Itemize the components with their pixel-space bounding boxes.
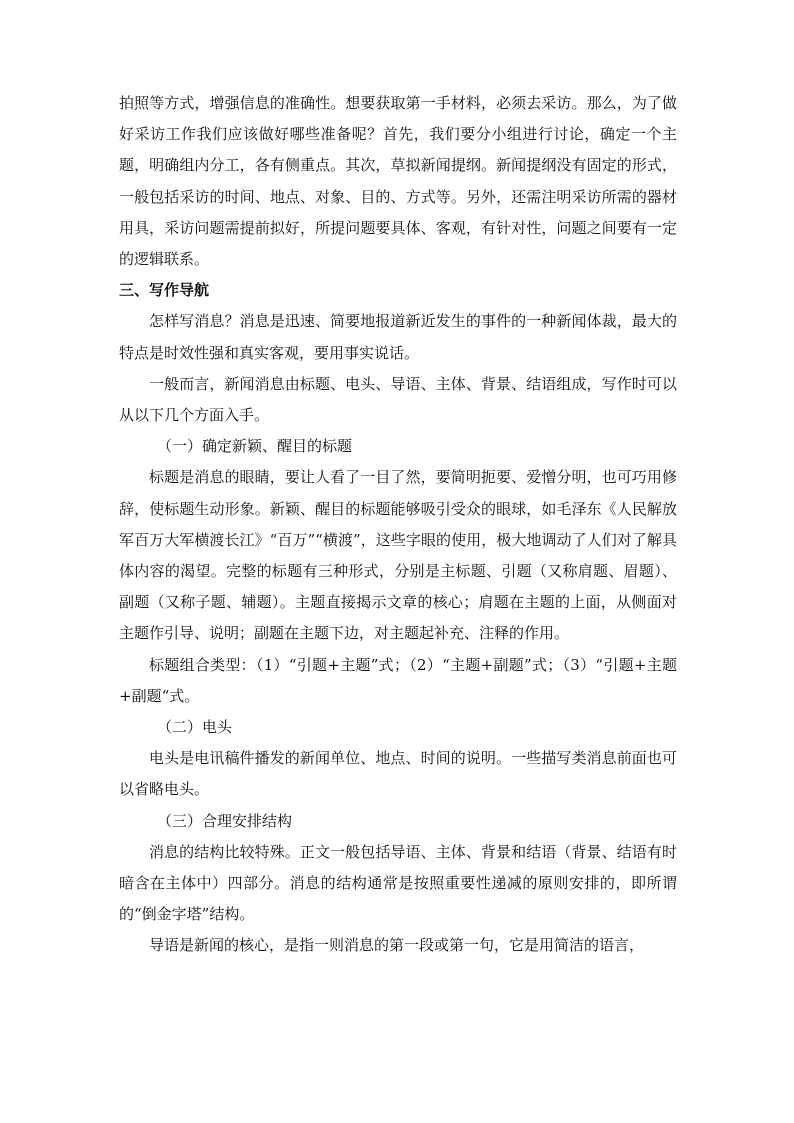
document-body	[119, 88, 677, 962]
paragraph-title-explanation: 标题是消息的眼睛，要让人看了一目了然，要简明扼要、爱憎分明，也可巧用修辞，使标题生动形象。新颖、醒目的标题能够吸引受众的眼球，如毛泽东《人民解放军百万大军横渡长江》“百万”“横渡”，这些字眼的使用，极大地调动了人们对了解具体内容的渴望。完整的标题有三种形式，分别是主标题、引题（又称肩题、眉题）、副题（又称子题、辅题）。主题直接揭示文章的核心；肩题在主题的上面，从侧面对主题作引导、说明；副题在主题下边，对主题起补充、注释的作用。	[119, 468, 677, 643]
paragraph-structure-explanation: 消息的结构比较特殊。正文一般包括导语、主体、背景和结语（背景、结语有时暗含在主体中）四部分。消息的结构通常是按照重要性递减的原则安排的，即所谓的“倒金字塔”结构。	[119, 842, 677, 924]
subheading-dateline: （二）电头	[157, 718, 233, 737]
paragraph-dateline-explanation: 电头是电讯稿件播发的新闻单位、地点、时间的说明。一些描写类消息前面也可以省略电头。	[119, 749, 677, 799]
paragraph-title-combinations: 标题组合类型：（1）“引题+主题”式；（2）“主题+副题”式；（3）“引题+主题+副题“式。	[119, 655, 677, 705]
paragraph-interview-preparation: 拍照等方式，增强信息的准确性。想要获取第一手材料，必须去采访。那么，为了做好采访工作我们应该做好哪些准备呢？首先，我们要分小组进行讨论，确定一个主题，明确组内分工，各有侧重点。其次，草拟新闻提纲。新闻提纲没有固定的形式，一般包括采访的时间、地点、对象、目的、方式等。另外，还需注明采访所需的器材用具，采访问题需提前拟好，所提问题要具体、客观，有针对性，问题之间要有一定的逻辑联系。	[119, 94, 677, 269]
section-heading-writing-guide: 三、写作导航	[119, 281, 210, 300]
subheading-title: （一）确定新颖、醒目的标题	[157, 437, 353, 456]
paragraph-news-components: 一般而言，新闻消息由标题、电头、导语、主体、背景、结语组成，写作时可以从以下几个方面入手。	[119, 374, 677, 425]
paragraph-lead-explanation: 导语是新闻的核心，是指一则消息的第一段或第一句，它是用简洁的语言，	[149, 936, 645, 955]
subheading-structure: （三）合理安排结构	[157, 811, 293, 830]
paragraph-what-is-news: 怎样写消息？消息是迅速、简要地报道新近发生的事件的一种新闻体裁，最大的特点是时效性强和真实客观，要用事实说话。	[119, 312, 677, 362]
